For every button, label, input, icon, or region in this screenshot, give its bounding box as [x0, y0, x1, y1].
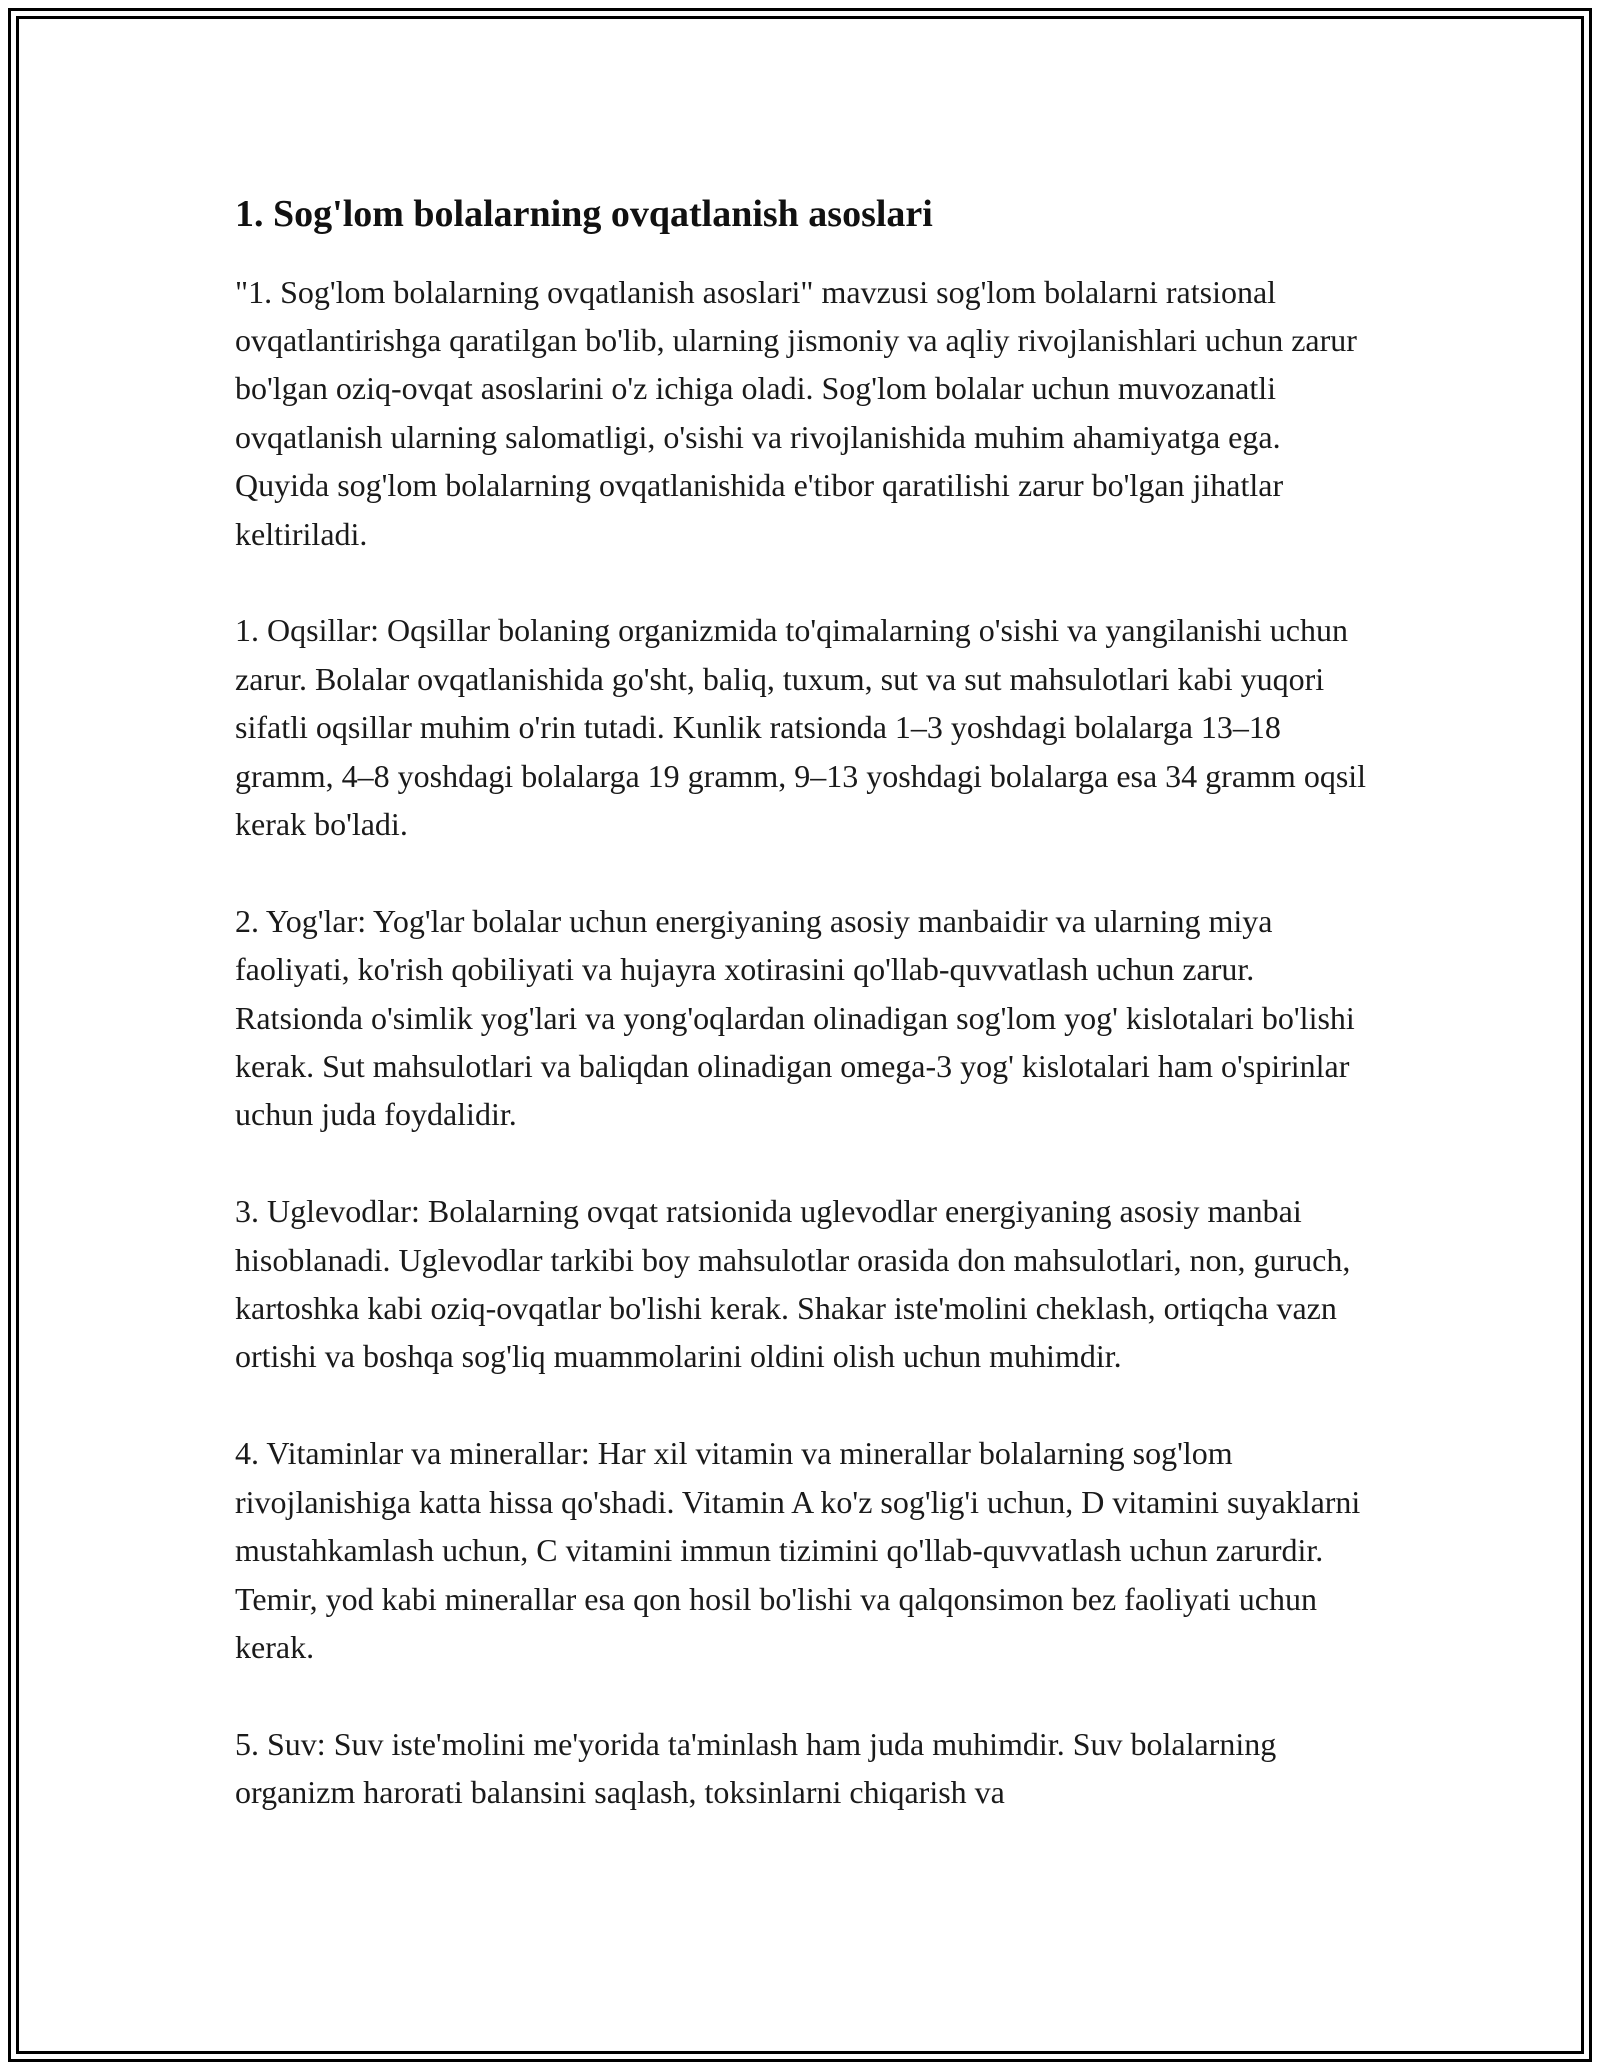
paragraph-suv: 5. Suv: Suv iste'molini me'yorida ta'minlash ham juda muhimdir. Suv bolalarning organizm harorati balansini saqlash, toksinlarni chiqarish va [235, 1725, 1277, 1811]
paragraph-vitaminlar: 4. Vitaminlar va minerallar: Har xil vitamin va minerallar bolalarning sog'lom rivojlanishiga katta hissa qo'shadi. Vitamin A ko'z sog'lig'i uchun, D vitamini suyaklarni mustahkamlash uchun, C vitamini immun tizimini qo'llab-quvvatlash uchun zarurdir. Temir, yod kabi minerallar esa qon hosil bo'lishi va qalqonsimon bez faoliyati uchun kerak. [235, 1435, 1361, 1665]
paragraph-uglevodlar: 3. Uglevodlar: Bolalarning ovqat ratsionida uglevodlar energiyaning asosiy manbai hisoblanadi. Uglevodlar tarkibi boy mahsulotlar orasida don mahsulotlari, non, guruch, kartoshka kabi oziq-ovqatlar bo'lishi kerak. Shakar iste'molini cheklash, ortiqcha vazn ortishi va boshqa sog'liq muammolarini oldini olish uchun muhimdir. [235, 1193, 1351, 1375]
paragraph-oqsillar: 1. Oqsillar: Oqsillar bolaning organizmida to'qimalarning o'sishi va yangilanishi uchun zarur. Bolalar ovqatlanishida go'sht, baliq, tuxum, sut va sut mahsulotlari kabi yuqori sifatli oqsillar muhim o'rin tutadi. Kunlik ratsionda 1–3 yoshdagi bolalarga 13–18 gramm, 4–8 yoshdagi bolalarga 19 gramm, 9–13 yoshdagi bolalarga esa 34 gramm oqsil kerak bo'ladi. [235, 612, 1367, 843]
paragraph-yoglar: 2. Yog'lar: Yog'lar bolalar uchun energiyaning asosiy manbaidir va ularning miya faoliyati, ko'rish qobiliyati va hujayra xotirasini qo'llab-quvvatlash uchun zarur. Ratsionda o'simlik yog'lari va yong'oqlardan olinadigan sog'lom yog' kislotalari bo'lishi kerak. Sut mahsulotlari va baliqdan olinadigan omega-3 yog' kislotalari ham o'spirinlar uchun juda foydalidir. [235, 902, 1355, 1133]
document-title: 1. Sog'lom bolalarning ovqatlanish asoslari [235, 193, 933, 235]
paragraph-intro: "1. Sog'lom bolalarning ovqatlanish asoslari" mavzusi sog'lom bolalarni ratsional ovqatlantirishga qaratilgan bo'lib, ularning jismoniy va aqliy rivojlanishlari uchun zarur bo'lgan oziq-ovqat asoslarini o'z ichiga oladi. Sog'lom bolalar uchun muvozanatli ovqatlanish ularning salomatligi, o'sishi va rivojlanishida muhim ahamiyatga ega. Quyida sog'lom bolalarning ovqatlanishida e'tibor qaratilishi zarur bo'lgan jihatlar keltiriladi. [235, 273, 1357, 552]
document-page [235, 180, 1375, 1865]
